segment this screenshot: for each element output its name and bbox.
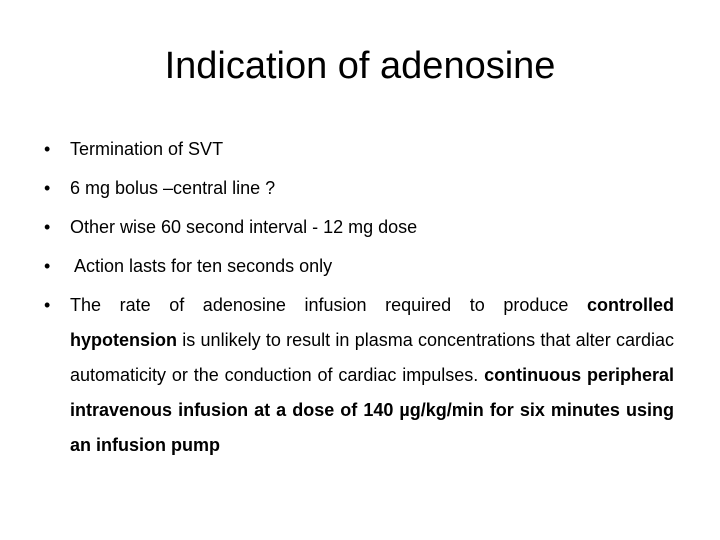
bullet-text: Termination of SVT (70, 139, 224, 159)
bullet-dot: • (44, 178, 51, 198)
bullet-text: Other wise 60 second interval - 12 mg dose (70, 217, 418, 237)
bullet-text: 6 mg bolus –central line ? (70, 178, 276, 198)
bullet-dot: • (44, 295, 51, 315)
bullet-item (44, 132, 674, 167)
bullet-list (44, 132, 674, 463)
bullet-dot: • (44, 139, 51, 159)
bullet-paragraph (70, 288, 674, 463)
slide-title: Indication of adenosine (164, 45, 556, 87)
paragraph-bold-text: continuous peripheral intravenous infusion at a dose of 140 µg/kg/min for six minutes using an infusion pump (70, 365, 674, 455)
bullet-item (44, 171, 674, 206)
paragraph-text: is unlikely to result in plasma concentrations that alter cardiac automaticity or the conduction of cardiac impulses. (70, 330, 674, 385)
paragraph-text: The rate of adenosine infusion required to produce (70, 295, 587, 315)
bullet-item (44, 210, 674, 245)
bullet-item (44, 288, 674, 463)
paragraph-bold-text: controlled hypotension (70, 295, 674, 350)
bullet-dot: • (44, 256, 51, 276)
bullet-text: Action lasts for ten seconds only (70, 256, 333, 276)
bullet-item (44, 249, 674, 284)
bullet-dot: • (44, 217, 51, 237)
